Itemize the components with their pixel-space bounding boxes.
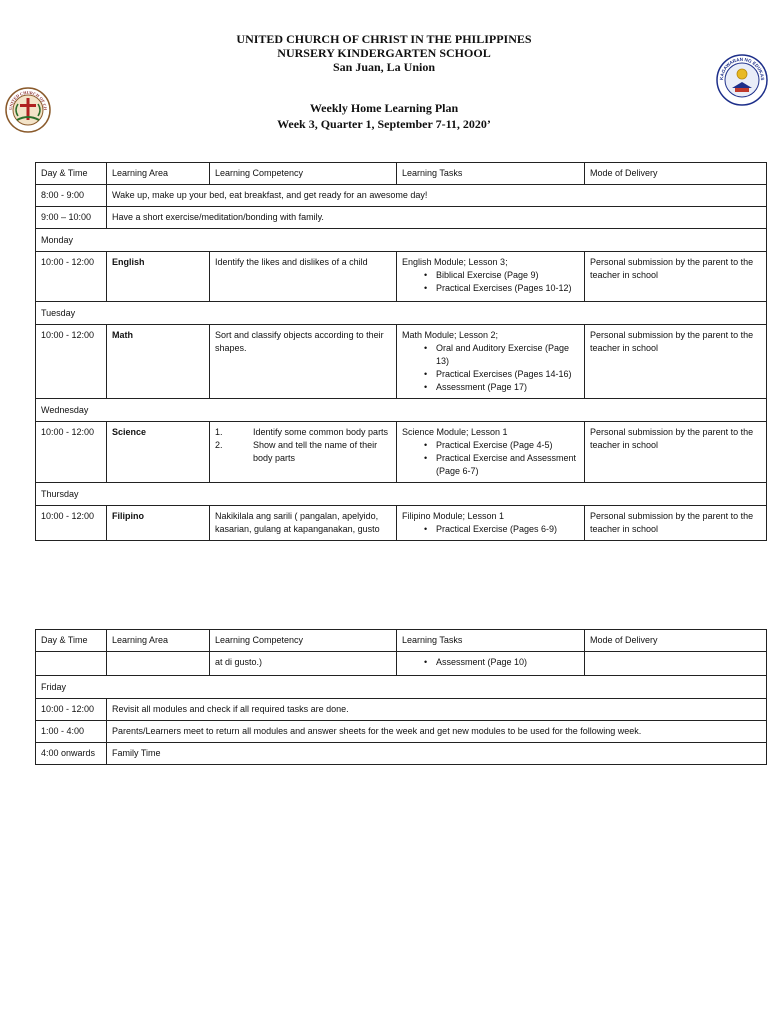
- header-learning-tasks: Learning Tasks: [397, 630, 585, 652]
- learning-area: [107, 652, 210, 676]
- table-row: [36, 325, 767, 399]
- row-time: 9:00 – 10:00: [36, 207, 107, 229]
- table-row: [36, 699, 767, 721]
- task-list: [402, 269, 579, 295]
- row-activity: Wake up, make up your bed, eat breakfast, and get ready for an awesome day!: [107, 185, 767, 207]
- header-learning-area: Learning Area: [107, 163, 210, 185]
- day-row-tuesday: [36, 302, 767, 325]
- task-item: • Practical Exercise (Pages 6-9): [424, 523, 579, 536]
- header-learning-area: Learning Area: [107, 630, 210, 652]
- learning-competency: Nakikilala ang sarili ( pangalan, apelyido, kasarian, gulang at kapanganakan, gusto: [210, 506, 397, 541]
- mode-of-delivery: Personal submission by the parent to the teacher in school: [585, 506, 767, 541]
- table-row: [36, 721, 767, 743]
- competency-text: Show and tell the name of their body parts: [253, 440, 378, 463]
- row-time: 10:00 - 12:00: [36, 325, 107, 399]
- task-list: [402, 656, 579, 669]
- plan-title-block: [0, 100, 768, 132]
- plan-title: Weekly Home Learning Plan: [309, 101, 459, 115]
- row-time: 10:00 - 12:00: [36, 252, 107, 302]
- task-item: • Assessment (Page 10): [424, 656, 579, 669]
- header-day-time: Day & Time: [36, 630, 107, 652]
- day-label: Monday: [36, 229, 767, 252]
- school-header: [0, 32, 768, 74]
- deped-seal-text: KAGAWARAN NG EDUKAS: [718, 56, 766, 81]
- task-list: [402, 342, 579, 394]
- table-row: [36, 652, 767, 676]
- task-item: • Assessment (Page 17): [424, 381, 579, 394]
- learning-area: English: [107, 252, 210, 302]
- church-seal-logo: [4, 76, 52, 140]
- row-time: 10:00 - 12:00: [36, 506, 107, 541]
- table-row: [36, 185, 767, 207]
- competency-number: 2.: [215, 440, 223, 450]
- learning-competency: at di gusto.): [210, 652, 397, 676]
- row-activity: Have a short exercise/meditation/bonding with family.: [107, 207, 767, 229]
- row-time: 10:00 - 12:00: [36, 422, 107, 483]
- header-learning-competency: Learning Competency: [210, 163, 397, 185]
- school-name: NURSERY KINDERGARTEN SCHOOL: [277, 46, 491, 60]
- task-module: English Module; Lesson 3;: [402, 257, 508, 267]
- task-module: Science Module; Lesson 1: [402, 427, 508, 437]
- header-mode-of-delivery: Mode of Delivery: [585, 163, 767, 185]
- learning-plan-table-2: [35, 629, 767, 765]
- deped-seal-logo: [716, 54, 768, 106]
- day-label: Friday: [36, 676, 767, 699]
- task-item: • Practical Exercise and Assessment (Page 6-7): [424, 452, 579, 478]
- day-label: Tuesday: [36, 302, 767, 325]
- competency-item: [215, 439, 391, 465]
- table-row: [36, 422, 767, 483]
- school-address: San Juan, La Union: [332, 60, 436, 74]
- learning-competency: Identify the likes and dislikes of a child: [210, 252, 397, 302]
- learning-area: Math: [107, 325, 210, 399]
- day-row-wednesday: [36, 399, 767, 422]
- row-activity: Family Time: [107, 743, 767, 765]
- learning-tasks: [397, 652, 585, 676]
- row-activity: Revisit all modules and check if all required tasks are done.: [107, 699, 767, 721]
- plan-subtitle: Week 3, Quarter 1, September 7-11, 2020’: [277, 117, 491, 131]
- day-row-monday: [36, 229, 767, 252]
- learning-tasks: [397, 325, 585, 399]
- table-header-row: [36, 630, 767, 652]
- table-row: [36, 506, 767, 541]
- header-learning-tasks: Learning Tasks: [397, 163, 585, 185]
- task-item: • Practical Exercises (Pages 10-12): [424, 282, 579, 295]
- row-time: 10:00 - 12:00: [36, 699, 107, 721]
- row-time: 1:00 - 4:00: [36, 721, 107, 743]
- table-row: [36, 207, 767, 229]
- header-day-time: Day & Time: [36, 163, 107, 185]
- task-item: • Practical Exercise (Page 4-5): [424, 439, 579, 452]
- learning-tasks: [397, 252, 585, 302]
- row-time: 4:00 onwards: [36, 743, 107, 765]
- day-label: Wednesday: [36, 399, 767, 422]
- task-module: Filipino Module; Lesson 1: [402, 511, 505, 521]
- competency-text: Identify some common body parts: [253, 427, 389, 437]
- row-activity: Parents/Learners meet to return all modules and answer sheets for the week and get new modules to be used for the following week.: [107, 721, 767, 743]
- mode-of-delivery: Personal submission by the parent to the teacher in school: [585, 325, 767, 399]
- row-time: 8:00 - 9:00: [36, 185, 107, 207]
- day-row-friday: [36, 676, 767, 699]
- church-seal-text: UNITED CHURCH OF CH: [7, 89, 49, 111]
- task-item: • Biblical Exercise (Page 9): [424, 269, 579, 282]
- task-item: • Practical Exercises (Pages 14-16): [424, 368, 579, 381]
- task-list: [402, 439, 579, 478]
- competency-number: 1.: [215, 427, 223, 437]
- learning-competency: Sort and classify objects according to their shapes.: [210, 325, 397, 399]
- learning-area: Filipino: [107, 506, 210, 541]
- mode-of-delivery: [585, 652, 767, 676]
- table-row: [36, 252, 767, 302]
- task-module: Math Module; Lesson 2;: [402, 330, 499, 340]
- task-list: [402, 523, 579, 536]
- mode-of-delivery: Personal submission by the parent to the teacher in school: [585, 252, 767, 302]
- learning-plan-table-1: [35, 162, 767, 541]
- day-row-thursday: [36, 483, 767, 506]
- mode-of-delivery: Personal submission by the parent to the teacher in school: [585, 422, 767, 483]
- day-label: Thursday: [36, 483, 767, 506]
- learning-tasks: [397, 422, 585, 483]
- table-row: [36, 743, 767, 765]
- table-header-row: [36, 163, 767, 185]
- row-time: [36, 652, 107, 676]
- task-item: • Oral and Auditory Exercise (Page 13): [424, 342, 579, 368]
- header-mode-of-delivery: Mode of Delivery: [585, 630, 767, 652]
- church-name: UNITED CHURCH OF CHRIST IN THE PHILIPPINES: [236, 32, 532, 46]
- header-learning-competency: Learning Competency: [210, 630, 397, 652]
- learning-tasks: [397, 506, 585, 541]
- learning-area: Science: [107, 422, 210, 483]
- competency-item: [215, 426, 391, 439]
- learning-competency: [210, 422, 397, 483]
